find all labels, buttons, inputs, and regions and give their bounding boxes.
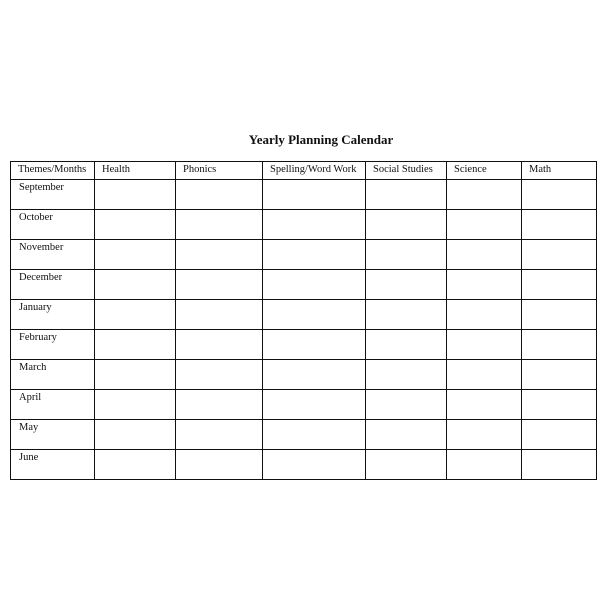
planning-cell bbox=[366, 420, 447, 450]
header-spelling-word-work: Spelling/Word Work bbox=[263, 162, 366, 180]
planning-cell bbox=[366, 360, 447, 390]
header-science: Science bbox=[447, 162, 522, 180]
planning-cell bbox=[95, 240, 176, 270]
planning-cell bbox=[447, 240, 522, 270]
planning-cell bbox=[263, 180, 366, 210]
table-row bbox=[11, 420, 597, 450]
table-row bbox=[11, 270, 597, 300]
header-math: Math bbox=[522, 162, 597, 180]
planning-cell bbox=[263, 330, 366, 360]
planning-cell bbox=[522, 180, 597, 210]
planning-cell bbox=[95, 210, 176, 240]
planning-cell bbox=[263, 450, 366, 480]
planning-cell bbox=[366, 240, 447, 270]
planning-cell bbox=[522, 300, 597, 330]
planning-cell bbox=[176, 330, 263, 360]
month-label: November bbox=[11, 240, 95, 270]
month-label: January bbox=[11, 300, 95, 330]
planning-cell bbox=[522, 270, 597, 300]
planning-cell bbox=[366, 390, 447, 420]
planning-cell bbox=[522, 420, 597, 450]
planning-cell bbox=[263, 300, 366, 330]
planning-cell bbox=[263, 420, 366, 450]
planning-cell bbox=[366, 450, 447, 480]
planning-cell bbox=[447, 270, 522, 300]
planning-cell bbox=[95, 420, 176, 450]
planning-calendar-table bbox=[10, 161, 597, 480]
planning-cell bbox=[447, 330, 522, 360]
table-row bbox=[11, 300, 597, 330]
planning-cell bbox=[522, 360, 597, 390]
planning-cell bbox=[95, 450, 176, 480]
planning-cell bbox=[176, 450, 263, 480]
planning-cell bbox=[263, 390, 366, 420]
planning-cell bbox=[447, 360, 522, 390]
planning-cell bbox=[522, 240, 597, 270]
month-label: June bbox=[11, 450, 95, 480]
planning-cell bbox=[95, 390, 176, 420]
planning-cell bbox=[176, 420, 263, 450]
month-label: February bbox=[11, 330, 95, 360]
table-row bbox=[11, 390, 597, 420]
planning-cell bbox=[522, 330, 597, 360]
planning-cell bbox=[95, 180, 176, 210]
planning-cell bbox=[366, 300, 447, 330]
header-social-studies: Social Studies bbox=[366, 162, 447, 180]
month-label: May bbox=[11, 420, 95, 450]
planning-cell bbox=[522, 390, 597, 420]
table-row bbox=[11, 210, 597, 240]
page-title: Yearly Planning Calendar bbox=[248, 132, 394, 147]
planning-cell bbox=[176, 360, 263, 390]
month-label: September bbox=[11, 180, 95, 210]
planning-cell bbox=[176, 390, 263, 420]
planning-cell bbox=[447, 420, 522, 450]
planning-cell bbox=[176, 300, 263, 330]
planning-cell bbox=[522, 450, 597, 480]
planning-cell bbox=[366, 330, 447, 360]
table-row bbox=[11, 180, 597, 210]
planning-cell bbox=[263, 360, 366, 390]
planning-cell bbox=[176, 270, 263, 300]
planning-cell bbox=[366, 210, 447, 240]
month-label: October bbox=[11, 210, 95, 240]
planning-cell bbox=[447, 390, 522, 420]
month-label: December bbox=[11, 270, 95, 300]
table-row bbox=[11, 450, 597, 480]
planning-cell bbox=[95, 330, 176, 360]
planning-cell bbox=[176, 180, 263, 210]
header-row bbox=[11, 162, 597, 180]
table-row bbox=[11, 330, 597, 360]
planning-cell bbox=[263, 240, 366, 270]
month-label: April bbox=[11, 390, 95, 420]
table-row bbox=[11, 360, 597, 390]
month-label: March bbox=[11, 360, 95, 390]
planning-cell bbox=[176, 210, 263, 240]
planning-cell bbox=[447, 210, 522, 240]
planning-cell bbox=[176, 240, 263, 270]
planning-cell bbox=[522, 210, 597, 240]
table-row bbox=[11, 240, 597, 270]
planning-cell bbox=[263, 270, 366, 300]
planning-cell bbox=[366, 270, 447, 300]
planning-cell bbox=[366, 180, 447, 210]
calendar-body bbox=[11, 180, 597, 480]
header-phonics: Phonics bbox=[176, 162, 263, 180]
planning-cell bbox=[95, 360, 176, 390]
planning-cell bbox=[263, 210, 366, 240]
planning-cell bbox=[447, 300, 522, 330]
planning-cell bbox=[447, 180, 522, 210]
header-health: Health bbox=[95, 162, 176, 180]
planning-cell bbox=[95, 270, 176, 300]
planning-cell bbox=[95, 300, 176, 330]
header-themes-months: Themes/Months bbox=[11, 162, 95, 180]
planning-cell bbox=[447, 450, 522, 480]
